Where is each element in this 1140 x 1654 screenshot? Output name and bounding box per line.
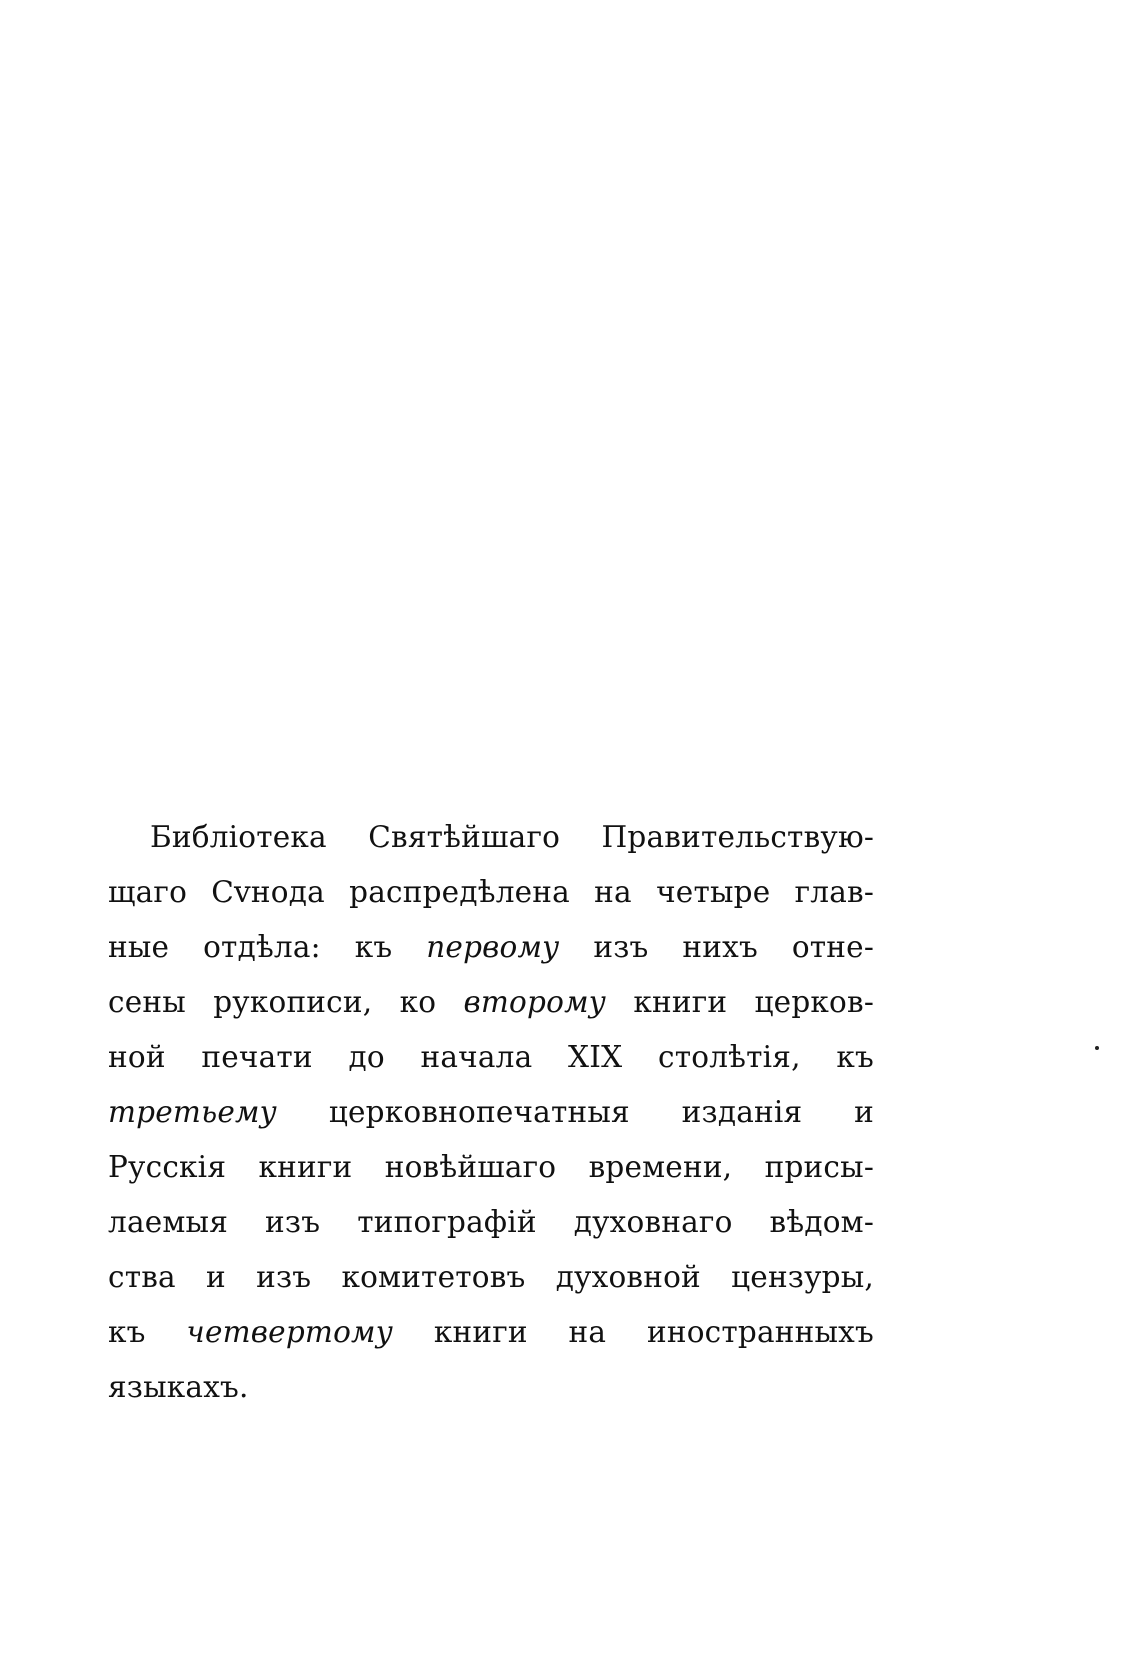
text-line: лаемыя изъ типографій духовнаго вѣдом-: [108, 1205, 874, 1239]
print-speck: [1095, 1046, 1099, 1050]
text-line: ной печати до начала XIX столѣтія, къ: [108, 1040, 874, 1074]
text-line: языкахъ.: [108, 1370, 249, 1404]
emphasis-third: третьему: [108, 1095, 277, 1129]
text-line: щаго Сvнода распредѣлена на четыре глав-: [108, 875, 874, 909]
emphasis-second: второму: [463, 985, 607, 1019]
text-line: ные отдѣла: къ первому изъ нихъ отне-: [108, 930, 874, 964]
text-line: къ четвертому книги на иностранныхъ: [108, 1315, 874, 1349]
text-line: Библіотека Святѣйшаго Правительствую-: [150, 820, 874, 854]
emphasis-first: первому: [426, 930, 560, 964]
body-paragraph: [108, 810, 874, 1415]
text-line: сены рукописи, ко второму книги церков-: [108, 985, 874, 1019]
text-line: Русскія книги новѣйшаго времени, присы-: [108, 1150, 874, 1184]
emphasis-fourth: четвертому: [186, 1315, 394, 1349]
text-line: ства и изъ комитетовъ духовной цензуры,: [108, 1260, 874, 1294]
text-line: третьему церковнопечатныя изданія и: [108, 1095, 874, 1129]
